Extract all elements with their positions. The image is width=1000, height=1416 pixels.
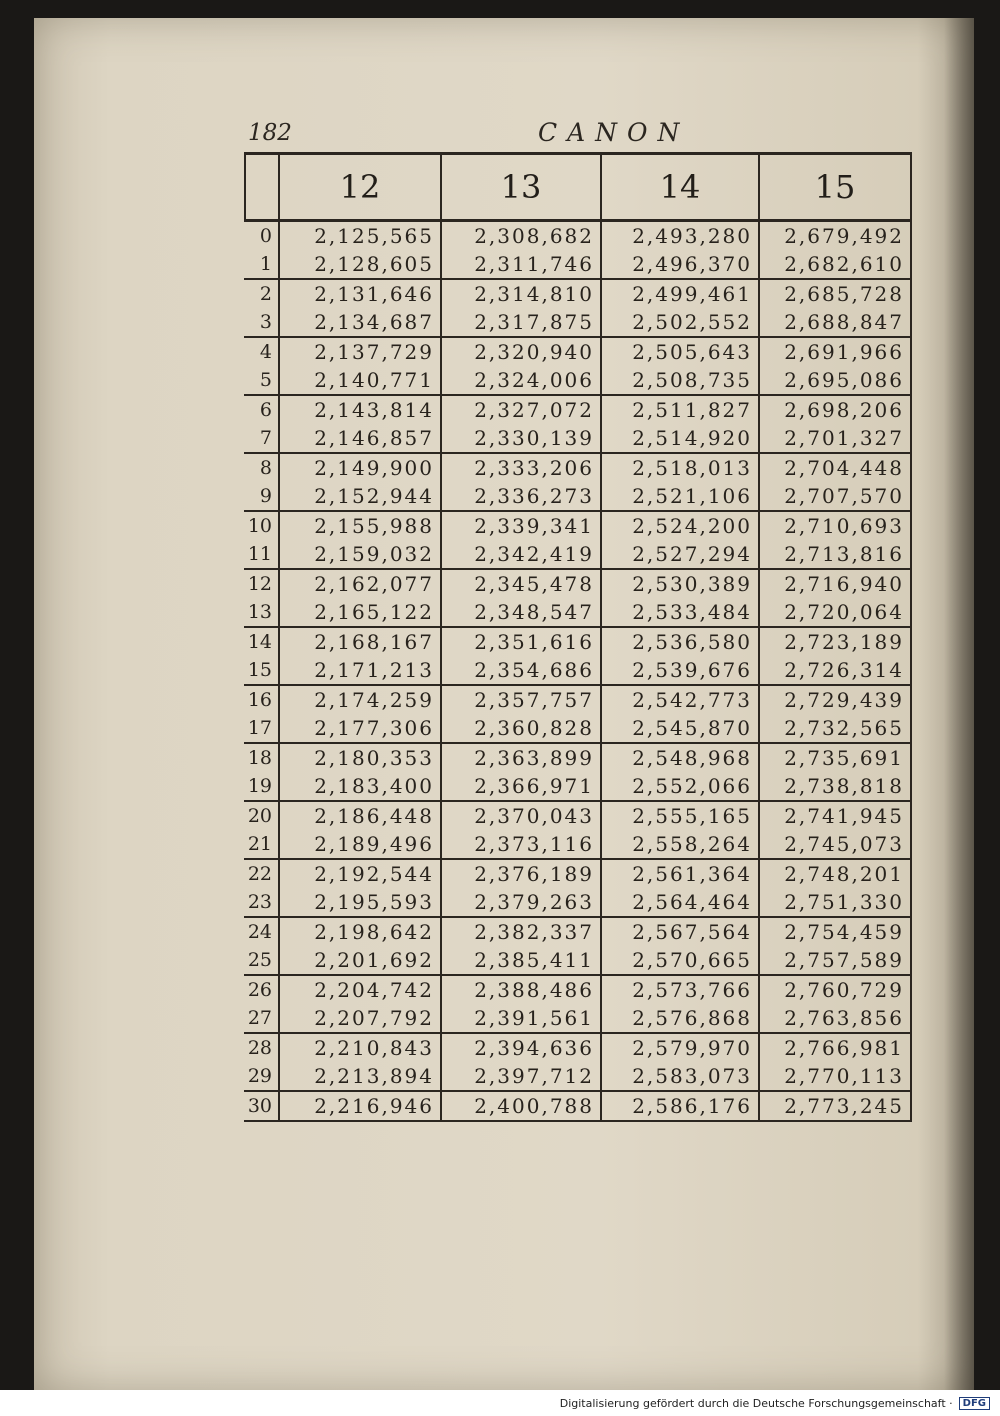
table-value: 2,198,642 bbox=[314, 920, 434, 944]
value-cell bbox=[280, 802, 442, 858]
table-value: 2,679,492 bbox=[784, 224, 904, 248]
row-group bbox=[244, 1034, 912, 1092]
row-number: 27 bbox=[247, 1007, 272, 1029]
row-number-header bbox=[244, 155, 280, 219]
value-cell bbox=[760, 454, 912, 510]
table-value: 2,511,827 bbox=[632, 398, 752, 422]
table-value: 2,174,259 bbox=[314, 688, 434, 712]
row-number: 13 bbox=[247, 601, 272, 623]
table-value: 2,134,687 bbox=[314, 310, 434, 334]
row-group bbox=[244, 338, 912, 396]
table-value: 2,713,816 bbox=[784, 542, 904, 566]
table-value: 2,317,875 bbox=[474, 310, 594, 334]
table-value: 2,379,263 bbox=[474, 890, 594, 914]
value-cell bbox=[602, 860, 760, 916]
table-value: 2,530,389 bbox=[632, 572, 752, 596]
row-group bbox=[244, 744, 912, 802]
table-value: 2,189,496 bbox=[314, 832, 434, 856]
table-value: 2,354,686 bbox=[474, 658, 594, 682]
value-cell bbox=[442, 1034, 602, 1090]
row-number-cell bbox=[244, 976, 280, 1032]
value-cell bbox=[442, 744, 602, 800]
value-cell bbox=[280, 976, 442, 1032]
table-value: 2,213,894 bbox=[314, 1064, 434, 1088]
table-value: 2,542,773 bbox=[632, 688, 752, 712]
column-header: 14 bbox=[602, 155, 760, 219]
table-value: 2,710,693 bbox=[784, 514, 904, 538]
value-cell bbox=[602, 1092, 760, 1120]
table-value: 2,704,448 bbox=[784, 456, 904, 480]
value-cell bbox=[602, 628, 760, 684]
table-value: 2,757,589 bbox=[784, 948, 904, 972]
table-value: 2,493,280 bbox=[632, 224, 752, 248]
table-value: 2,521,106 bbox=[632, 484, 752, 508]
row-number-cell bbox=[244, 802, 280, 858]
table-value: 2,579,970 bbox=[632, 1036, 752, 1060]
table-value: 2,376,189 bbox=[474, 862, 594, 886]
row-number: 3 bbox=[259, 311, 272, 333]
column-header: 13 bbox=[442, 155, 602, 219]
value-cell bbox=[280, 686, 442, 742]
row-number-cell bbox=[244, 860, 280, 916]
value-cell bbox=[442, 1092, 602, 1120]
table-value: 2,514,920 bbox=[632, 426, 752, 450]
row-number-cell bbox=[244, 918, 280, 974]
table-value: 2,308,682 bbox=[474, 224, 594, 248]
book-page bbox=[34, 18, 974, 1390]
row-number-cell bbox=[244, 570, 280, 626]
row-number: 9 bbox=[259, 485, 272, 507]
table-value: 2,763,856 bbox=[784, 1006, 904, 1030]
row-group bbox=[244, 860, 912, 918]
value-cell bbox=[760, 570, 912, 626]
table-value: 2,400,788 bbox=[474, 1094, 594, 1118]
table-header bbox=[244, 155, 912, 222]
table-value: 2,691,966 bbox=[784, 340, 904, 364]
row-number-cell bbox=[244, 338, 280, 394]
value-cell bbox=[280, 338, 442, 394]
table-value: 2,394,636 bbox=[474, 1036, 594, 1060]
value-cell bbox=[602, 280, 760, 336]
table-value: 2,760,729 bbox=[784, 978, 904, 1002]
value-cell bbox=[280, 512, 442, 568]
table-value: 2,146,857 bbox=[314, 426, 434, 450]
footer-credit: Digitalisierung gefördert durch die Deutsche Forschungsgemeinschaft · bbox=[559, 1396, 953, 1410]
table-value: 2,558,264 bbox=[632, 832, 752, 856]
table-value: 2,564,464 bbox=[632, 890, 752, 914]
row-number: 20 bbox=[247, 805, 272, 827]
table-value: 2,536,580 bbox=[632, 630, 752, 654]
value-cell bbox=[760, 280, 912, 336]
table-value: 2,388,486 bbox=[474, 978, 594, 1002]
table-value: 2,688,847 bbox=[784, 310, 904, 334]
table-value: 2,720,064 bbox=[784, 600, 904, 624]
table-value: 2,716,940 bbox=[784, 572, 904, 596]
table-value: 2,496,370 bbox=[632, 252, 752, 276]
value-cell bbox=[760, 628, 912, 684]
value-cell bbox=[602, 512, 760, 568]
row-group bbox=[244, 280, 912, 338]
row-number: 4 bbox=[259, 341, 272, 363]
table-value: 2,552,066 bbox=[632, 774, 752, 798]
value-cell bbox=[760, 512, 912, 568]
table-value: 2,685,728 bbox=[784, 282, 904, 306]
table-value: 2,165,122 bbox=[314, 600, 434, 624]
table-value: 2,357,757 bbox=[474, 688, 594, 712]
row-group bbox=[244, 976, 912, 1034]
table-value: 2,351,616 bbox=[474, 630, 594, 654]
row-number-cell bbox=[244, 454, 280, 510]
row-number: 17 bbox=[247, 717, 272, 739]
table-value: 2,327,072 bbox=[474, 398, 594, 422]
value-cell bbox=[442, 802, 602, 858]
table-value: 2,125,565 bbox=[314, 224, 434, 248]
table-value: 2,140,771 bbox=[314, 368, 434, 392]
row-number: 2 bbox=[259, 283, 272, 305]
table-value: 2,382,337 bbox=[474, 920, 594, 944]
row-number-cell bbox=[244, 222, 280, 278]
table-value: 2,314,810 bbox=[474, 282, 594, 306]
table-value: 2,183,400 bbox=[314, 774, 434, 798]
dfg-logo: DFG bbox=[959, 1397, 990, 1410]
table-value: 2,518,013 bbox=[632, 456, 752, 480]
table-value: 2,695,086 bbox=[784, 368, 904, 392]
table-value: 2,502,552 bbox=[632, 310, 752, 334]
table-value: 2,348,547 bbox=[474, 600, 594, 624]
row-group bbox=[244, 686, 912, 744]
table-value: 2,370,043 bbox=[474, 804, 594, 828]
row-number: 30 bbox=[247, 1095, 272, 1117]
table-value: 2,336,273 bbox=[474, 484, 594, 508]
table-value: 2,363,899 bbox=[474, 746, 594, 770]
table-value: 2,180,353 bbox=[314, 746, 434, 770]
value-cell bbox=[442, 628, 602, 684]
row-number: 6 bbox=[259, 399, 272, 421]
column-header: 12 bbox=[280, 155, 442, 219]
table-value: 2,561,364 bbox=[632, 862, 752, 886]
table-value: 2,131,646 bbox=[314, 282, 434, 306]
row-group bbox=[244, 570, 912, 628]
value-cell bbox=[602, 338, 760, 394]
row-number: 12 bbox=[247, 573, 272, 595]
value-cell bbox=[602, 570, 760, 626]
row-number: 26 bbox=[247, 979, 272, 1001]
value-cell bbox=[760, 686, 912, 742]
table-value: 2,143,814 bbox=[314, 398, 434, 422]
value-cell bbox=[442, 454, 602, 510]
table-value: 2,766,981 bbox=[784, 1036, 904, 1060]
row-number-cell bbox=[244, 280, 280, 336]
row-group bbox=[244, 802, 912, 860]
table-value: 2,533,484 bbox=[632, 600, 752, 624]
table-value: 2,527,294 bbox=[632, 542, 752, 566]
table-value: 2,751,330 bbox=[784, 890, 904, 914]
value-cell bbox=[280, 1092, 442, 1120]
table-value: 2,324,006 bbox=[474, 368, 594, 392]
digitization-footer bbox=[0, 1390, 1000, 1416]
row-number-cell bbox=[244, 744, 280, 800]
value-cell bbox=[602, 396, 760, 452]
row-number: 19 bbox=[247, 775, 272, 797]
value-cell bbox=[442, 280, 602, 336]
row-group bbox=[244, 454, 912, 512]
row-number-cell bbox=[244, 396, 280, 452]
value-cell bbox=[442, 686, 602, 742]
table-value: 2,195,593 bbox=[314, 890, 434, 914]
table-value: 2,366,971 bbox=[474, 774, 594, 798]
row-number: 7 bbox=[259, 427, 272, 449]
row-number: 16 bbox=[247, 689, 272, 711]
value-cell bbox=[280, 628, 442, 684]
table-value: 2,168,167 bbox=[314, 630, 434, 654]
table-value: 2,137,729 bbox=[314, 340, 434, 364]
value-cell bbox=[602, 918, 760, 974]
row-number-cell bbox=[244, 1034, 280, 1090]
table-value: 2,732,565 bbox=[784, 716, 904, 740]
value-cell bbox=[602, 976, 760, 1032]
value-cell bbox=[602, 802, 760, 858]
row-number: 0 bbox=[259, 225, 272, 247]
row-group bbox=[244, 512, 912, 570]
table-value: 2,155,988 bbox=[314, 514, 434, 538]
table-value: 2,745,073 bbox=[784, 832, 904, 856]
page-number: 182 bbox=[248, 120, 292, 146]
value-cell bbox=[760, 338, 912, 394]
value-cell bbox=[760, 1034, 912, 1090]
value-cell bbox=[760, 396, 912, 452]
row-number-cell bbox=[244, 1092, 280, 1120]
table-value: 2,128,605 bbox=[314, 252, 434, 276]
table-value: 2,539,676 bbox=[632, 658, 752, 682]
table-value: 2,373,116 bbox=[474, 832, 594, 856]
table-value: 2,186,448 bbox=[314, 804, 434, 828]
value-cell bbox=[760, 918, 912, 974]
table-value: 2,726,314 bbox=[784, 658, 904, 682]
value-cell bbox=[280, 396, 442, 452]
table-value: 2,576,868 bbox=[632, 1006, 752, 1030]
row-number: 28 bbox=[247, 1037, 272, 1059]
row-group bbox=[244, 628, 912, 686]
value-cell bbox=[602, 744, 760, 800]
value-cell bbox=[280, 860, 442, 916]
canon-table bbox=[244, 152, 912, 1122]
table-value: 2,159,032 bbox=[314, 542, 434, 566]
table-value: 2,754,459 bbox=[784, 920, 904, 944]
row-number: 29 bbox=[247, 1065, 272, 1087]
table-value: 2,152,944 bbox=[314, 484, 434, 508]
table-value: 2,573,766 bbox=[632, 978, 752, 1002]
row-group bbox=[244, 396, 912, 454]
value-cell bbox=[442, 222, 602, 278]
table-value: 2,735,691 bbox=[784, 746, 904, 770]
table-value: 2,738,818 bbox=[784, 774, 904, 798]
row-number: 22 bbox=[247, 863, 272, 885]
table-value: 2,320,940 bbox=[474, 340, 594, 364]
table-value: 2,707,570 bbox=[784, 484, 904, 508]
table-value: 2,177,306 bbox=[314, 716, 434, 740]
value-cell bbox=[760, 222, 912, 278]
table-value: 2,499,461 bbox=[632, 282, 752, 306]
value-cell bbox=[760, 976, 912, 1032]
table-value: 2,360,828 bbox=[474, 716, 594, 740]
table-value: 2,545,870 bbox=[632, 716, 752, 740]
table-value: 2,339,341 bbox=[474, 514, 594, 538]
value-cell bbox=[602, 686, 760, 742]
value-cell bbox=[442, 570, 602, 626]
value-cell bbox=[280, 222, 442, 278]
table-value: 2,345,478 bbox=[474, 572, 594, 596]
row-number: 11 bbox=[247, 543, 272, 565]
table-value: 2,548,968 bbox=[632, 746, 752, 770]
table-value: 2,391,561 bbox=[474, 1006, 594, 1030]
table-value: 2,385,411 bbox=[474, 948, 594, 972]
table-value: 2,773,245 bbox=[784, 1094, 904, 1118]
value-cell bbox=[280, 918, 442, 974]
value-cell bbox=[442, 396, 602, 452]
table-value: 2,723,189 bbox=[784, 630, 904, 654]
value-cell bbox=[280, 570, 442, 626]
table-value: 2,330,139 bbox=[474, 426, 594, 450]
row-number: 21 bbox=[247, 833, 272, 855]
table-value: 2,698,206 bbox=[784, 398, 904, 422]
row-group bbox=[244, 1092, 912, 1122]
value-cell bbox=[602, 454, 760, 510]
page-header bbox=[248, 112, 908, 152]
table-value: 2,162,077 bbox=[314, 572, 434, 596]
row-group bbox=[244, 222, 912, 280]
table-value: 2,748,201 bbox=[784, 862, 904, 886]
value-cell bbox=[760, 860, 912, 916]
value-cell bbox=[760, 1092, 912, 1120]
table-value: 2,207,792 bbox=[314, 1006, 434, 1030]
table-value: 2,583,073 bbox=[632, 1064, 752, 1088]
row-number: 5 bbox=[259, 369, 272, 391]
row-number-cell bbox=[244, 628, 280, 684]
row-number: 25 bbox=[247, 949, 272, 971]
table-value: 2,149,900 bbox=[314, 456, 434, 480]
table-value: 2,701,327 bbox=[784, 426, 904, 450]
value-cell bbox=[602, 222, 760, 278]
table-value: 2,524,200 bbox=[632, 514, 752, 538]
row-number: 10 bbox=[247, 515, 272, 537]
value-cell bbox=[442, 338, 602, 394]
page-title: CANON bbox=[538, 118, 690, 147]
row-number-cell bbox=[244, 512, 280, 568]
row-number: 1 bbox=[259, 253, 272, 275]
table-value: 2,201,692 bbox=[314, 948, 434, 972]
row-number: 18 bbox=[247, 747, 272, 769]
table-value: 2,210,843 bbox=[314, 1036, 434, 1060]
value-cell bbox=[442, 918, 602, 974]
row-number: 14 bbox=[247, 631, 272, 653]
table-value: 2,770,113 bbox=[784, 1064, 904, 1088]
value-cell bbox=[760, 744, 912, 800]
row-number: 15 bbox=[247, 659, 272, 681]
table-value: 2,682,610 bbox=[784, 252, 904, 276]
row-number: 24 bbox=[247, 921, 272, 943]
column-header: 15 bbox=[760, 155, 912, 219]
table-value: 2,171,213 bbox=[314, 658, 434, 682]
table-value: 2,555,165 bbox=[632, 804, 752, 828]
value-cell bbox=[280, 280, 442, 336]
table-value: 2,741,945 bbox=[784, 804, 904, 828]
row-number: 8 bbox=[259, 457, 272, 479]
table-value: 2,204,742 bbox=[314, 978, 434, 1002]
value-cell bbox=[280, 1034, 442, 1090]
table-value: 2,505,643 bbox=[632, 340, 752, 364]
table-value: 2,397,712 bbox=[474, 1064, 594, 1088]
table-value: 2,311,746 bbox=[474, 252, 594, 276]
table-value: 2,342,419 bbox=[474, 542, 594, 566]
row-number-cell bbox=[244, 686, 280, 742]
row-group bbox=[244, 918, 912, 976]
table-value: 2,567,564 bbox=[632, 920, 752, 944]
value-cell bbox=[442, 976, 602, 1032]
table-value: 2,729,439 bbox=[784, 688, 904, 712]
table-value: 2,333,206 bbox=[474, 456, 594, 480]
table-value: 2,216,946 bbox=[314, 1094, 434, 1118]
table-value: 2,508,735 bbox=[632, 368, 752, 392]
table-value: 2,586,176 bbox=[632, 1094, 752, 1118]
value-cell bbox=[760, 802, 912, 858]
value-cell bbox=[280, 744, 442, 800]
value-cell bbox=[442, 512, 602, 568]
value-cell bbox=[442, 860, 602, 916]
table-value: 2,570,665 bbox=[632, 948, 752, 972]
table-body bbox=[244, 222, 912, 1122]
value-cell bbox=[280, 454, 442, 510]
table-value: 2,192,544 bbox=[314, 862, 434, 886]
row-number: 23 bbox=[247, 891, 272, 913]
value-cell bbox=[602, 1034, 760, 1090]
